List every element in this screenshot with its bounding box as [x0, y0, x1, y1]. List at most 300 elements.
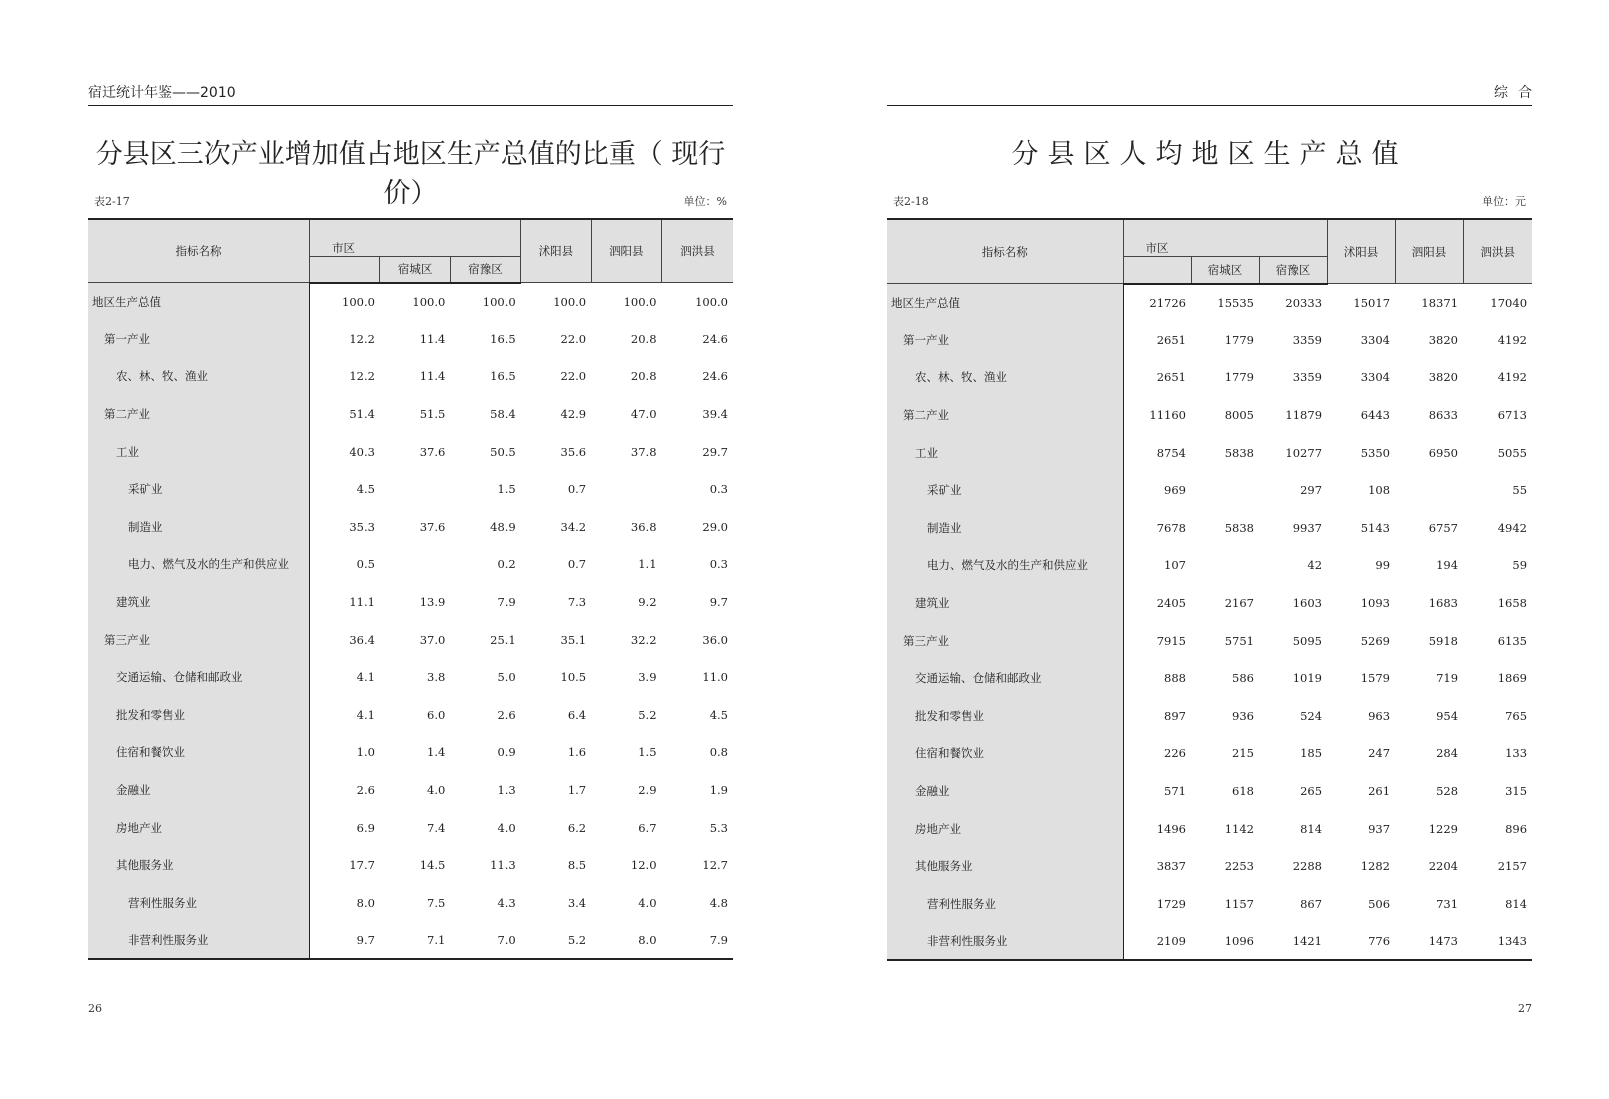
table-row — [887, 622, 1532, 660]
table-row — [88, 320, 733, 358]
col-header-suyu: 宿豫区 — [450, 257, 520, 283]
table-cell: 2109 — [1123, 923, 1191, 961]
table-cell: 3820 — [1428, 332, 1459, 347]
table-cell: 1683 — [1428, 596, 1459, 611]
table-cell: 586 — [1232, 671, 1254, 686]
col-header-shiqu: 市区 — [1123, 219, 1327, 257]
table-cell: 6135 — [1497, 633, 1528, 648]
table-cell: 11.1 — [349, 595, 375, 610]
table-meta — [887, 193, 1532, 209]
table-row — [887, 321, 1532, 359]
table-cell — [591, 470, 661, 508]
table-cell — [1191, 471, 1259, 509]
row-label: 第三产业 — [88, 621, 310, 659]
table-cell: 6713 — [1497, 408, 1528, 423]
row-label: 制造业 — [88, 508, 310, 546]
table-row — [88, 358, 733, 396]
table-cell: 261 — [1368, 784, 1391, 799]
table-row — [88, 621, 733, 659]
table-cell: 7.1 — [380, 922, 450, 960]
table-cell: 247 — [1368, 746, 1391, 761]
table-cell: 15017 — [1353, 295, 1391, 310]
table-cell: 11.4 — [419, 331, 446, 346]
table-cell: 5350 — [1360, 445, 1391, 460]
table-row — [887, 584, 1532, 622]
table-cell: 5269 — [1360, 633, 1391, 648]
table-cell: 5918 — [1428, 633, 1459, 648]
table-cell: 39.4 — [702, 407, 728, 422]
table-row — [88, 771, 733, 809]
table-cell: 25.1 — [490, 632, 516, 647]
table-cell: 0.3 — [709, 482, 728, 497]
table-cell: 6.4 — [567, 707, 587, 722]
table-cell: 1157 — [1224, 896, 1254, 911]
table-cell: 5838 — [1224, 520, 1254, 535]
table-cell: 11.3 — [490, 858, 516, 873]
table-row — [887, 697, 1532, 735]
table-cell: 50.5 — [490, 444, 516, 459]
table-cell: 4.8 — [709, 895, 728, 910]
table-cell: 2651 — [1156, 370, 1186, 385]
table-row — [887, 509, 1532, 547]
page-title: 分县区人均地区生产总值 — [1011, 139, 1408, 170]
table-cell: 2.6 — [356, 783, 375, 798]
table-cell: 1.4 — [427, 745, 446, 760]
row-label: 第三产业 — [887, 622, 1123, 660]
table-cell: 5.2 — [521, 922, 591, 960]
table-cell: 1473 — [1395, 923, 1463, 961]
page-header — [887, 83, 1542, 106]
table-cell: 1343 — [1463, 923, 1532, 961]
table-cell: 776 — [1327, 923, 1395, 961]
col-header-siyang: 泗阳县 — [1395, 219, 1463, 284]
table-cell: 100.0 — [623, 294, 657, 309]
table-row — [88, 922, 733, 960]
table-cell: 1421 — [1259, 923, 1327, 961]
table-cell: 528 — [1436, 784, 1459, 799]
table-row — [88, 395, 733, 433]
table-cell: 0.7 — [567, 482, 587, 497]
table-cell: 2204 — [1428, 859, 1459, 874]
table-cell: 21726 — [1149, 295, 1186, 310]
table-row — [887, 659, 1532, 697]
row-label: 制造业 — [887, 509, 1123, 547]
table-cell: 1096 — [1191, 923, 1259, 961]
row-label: 第二产业 — [887, 396, 1123, 434]
row-label: 其他服务业 — [887, 847, 1123, 885]
table-cell: 7.0 — [450, 922, 520, 960]
table-cell: 284 — [1436, 746, 1459, 761]
table-cell: 100.0 — [342, 294, 375, 309]
table-cell: 719 — [1436, 671, 1459, 686]
col-header-sucheng: 宿城区 — [1191, 257, 1259, 284]
table-cell: 1779 — [1224, 370, 1254, 385]
table-cell: 3.9 — [638, 670, 657, 685]
table-row — [88, 583, 733, 621]
table-cell: 2253 — [1224, 859, 1254, 874]
table-cell: 888 — [1164, 671, 1186, 686]
table-cell: 12.2 — [349, 369, 375, 384]
table-cell: 4942 — [1497, 520, 1528, 535]
row-label: 建筑业 — [88, 583, 310, 621]
row-label: 地区生产总值 — [887, 284, 1123, 322]
table-cell: 5.0 — [497, 670, 516, 685]
table-cell: 7.4 — [427, 820, 446, 835]
table-cell: 6950 — [1428, 445, 1459, 460]
table-cell: 194 — [1436, 558, 1459, 573]
row-label: 其他服务业 — [88, 846, 310, 884]
table-cell: 897 — [1164, 708, 1186, 723]
table-cell: 35.6 — [560, 444, 587, 459]
table-cell: 4.5 — [709, 707, 728, 722]
table-cell: 7.3 — [567, 595, 587, 610]
table-cell: 10277 — [1285, 445, 1323, 460]
table-cell: 16.5 — [490, 331, 516, 346]
col-header-sihong: 泗洪县 — [1463, 219, 1532, 284]
table-cell: 58.4 — [490, 407, 516, 422]
table-cell: 1.0 — [356, 745, 375, 760]
table-cell: 9.2 — [638, 595, 657, 610]
table-cell: 731 — [1436, 896, 1459, 911]
table-cell: 7678 — [1156, 520, 1186, 535]
table-row — [887, 810, 1532, 848]
col-header-siyang: 泗阳县 — [591, 219, 661, 283]
table-cell: 51.5 — [419, 407, 446, 422]
table-cell: 8754 — [1156, 445, 1186, 460]
table-cell: 215 — [1232, 746, 1254, 761]
table-cell: 3304 — [1360, 332, 1391, 347]
table-cell: 1093 — [1360, 596, 1391, 611]
table-cell: 12.0 — [630, 858, 657, 873]
row-label: 工业 — [88, 433, 310, 471]
table-row — [887, 547, 1532, 585]
table-row — [88, 734, 733, 772]
row-label: 农、林、牧、渔业 — [887, 359, 1123, 397]
table-row — [887, 359, 1532, 397]
col-header-name: 指标名称 — [887, 219, 1123, 284]
table-cell: 1869 — [1497, 671, 1528, 686]
table-cell: 2288 — [1292, 859, 1323, 874]
table-cell: 55 — [1512, 483, 1528, 498]
table-row — [887, 434, 1532, 472]
table-cell: 10.5 — [560, 670, 587, 685]
table-cell: 937 — [1368, 821, 1391, 836]
table-cell: 265 — [1300, 784, 1323, 799]
table-cell: 5095 — [1292, 633, 1323, 648]
row-label: 地区生产总值 — [88, 283, 310, 321]
table-cell: 24.6 — [702, 369, 728, 384]
col-header-sucheng: 宿城区 — [380, 257, 450, 283]
table-cell: 1779 — [1224, 332, 1254, 347]
table-cell: 1.9 — [709, 783, 728, 798]
table-cell: 1658 — [1497, 596, 1528, 611]
table-cell: 32.2 — [630, 632, 657, 647]
table-cell: 8.0 — [356, 895, 375, 910]
table-cell: 7915 — [1156, 633, 1186, 648]
table-row — [88, 433, 733, 471]
page-number: 26 — [88, 1002, 102, 1015]
table-cell: 2157 — [1497, 859, 1528, 874]
table-cell: 6.2 — [567, 820, 587, 835]
table-cell: 9.7 — [709, 595, 728, 610]
table-cell: 100.0 — [482, 294, 516, 309]
table-cell: 37.6 — [419, 444, 446, 459]
table-cell — [1395, 471, 1463, 509]
table-cell: 4.3 — [497, 895, 516, 910]
col-header-shiqu: 市区 — [310, 219, 521, 257]
table-cell: 571 — [1164, 784, 1186, 799]
table-cell: 37.6 — [419, 519, 446, 534]
table-cell: 506 — [1368, 896, 1391, 911]
row-label: 营利性服务业 — [88, 884, 310, 922]
table-cell: 6443 — [1360, 408, 1391, 423]
page-title: 分县区三次产业增加值占地区生产总值的比重（ 现行价） — [95, 139, 726, 209]
table-cell: 5751 — [1224, 633, 1254, 648]
table-code: 表2-17 — [94, 195, 130, 208]
table-cell — [380, 470, 450, 508]
table-cell: 15535 — [1217, 295, 1254, 310]
row-label: 非营利性服务业 — [88, 922, 310, 960]
table-cell: 22.0 — [560, 331, 587, 346]
table-cell: 12.7 — [702, 858, 728, 873]
table-row — [88, 658, 733, 696]
row-label: 营利性服务业 — [887, 885, 1123, 923]
table-row — [887, 885, 1532, 923]
table-code: 表2-18 — [893, 195, 929, 208]
table-cell: 7.9 — [662, 922, 733, 960]
row-label: 农、林、牧、渔业 — [88, 358, 310, 396]
table-cell: 100.0 — [695, 294, 728, 309]
table-row — [88, 846, 733, 884]
page-number: 27 — [1518, 1002, 1532, 1015]
data-table — [887, 218, 1532, 961]
table-cell: 16.5 — [490, 369, 516, 384]
table-row — [88, 884, 733, 922]
table-cell: 14.5 — [419, 858, 446, 873]
table-cell: 2405 — [1156, 596, 1186, 611]
row-label: 第二产业 — [88, 395, 310, 433]
table-cell: 7.9 — [497, 595, 516, 610]
table-cell: 8005 — [1224, 408, 1254, 423]
table-cell: 297 — [1300, 483, 1323, 498]
table-cell: 1.5 — [497, 482, 516, 497]
col-header-sihong: 泗洪县 — [662, 219, 733, 283]
table-cell: 11879 — [1285, 408, 1323, 423]
table-cell: 5143 — [1360, 520, 1391, 535]
table-cell: 7.5 — [427, 895, 446, 910]
table-row — [88, 470, 733, 508]
table-cell: 0.5 — [356, 557, 375, 572]
table-cell: 35.1 — [560, 632, 587, 647]
table-cell: 3.8 — [427, 670, 446, 685]
table-cell: 9.7 — [310, 922, 380, 960]
table-cell: 1.7 — [567, 783, 587, 798]
table-cell: 100.0 — [553, 294, 587, 309]
table-cell: 5838 — [1224, 445, 1254, 460]
table-cell: 2.9 — [638, 783, 657, 798]
table-cell: 4.0 — [638, 895, 657, 910]
table-cell: 969 — [1164, 483, 1186, 498]
table-cell: 11160 — [1149, 408, 1186, 423]
table-cell — [1191, 547, 1259, 585]
col-header-shuyang: 沭阳县 — [521, 219, 591, 283]
table-cell: 4.0 — [497, 820, 516, 835]
table-cell: 8.0 — [591, 922, 661, 960]
table-row — [88, 546, 733, 584]
yearbook-header: 宿迁统计年鉴——2010 — [88, 85, 236, 101]
table-cell: 18371 — [1421, 295, 1459, 310]
table-cell: 226 — [1164, 746, 1186, 761]
table-row — [887, 923, 1532, 961]
table-cell: 22.0 — [560, 369, 587, 384]
table-cell: 34.2 — [560, 519, 587, 534]
table-cell: 13.9 — [419, 595, 446, 610]
table-cell: 0.8 — [709, 745, 728, 760]
table-row — [88, 696, 733, 734]
row-label: 第一产业 — [88, 320, 310, 358]
page-header — [88, 83, 733, 106]
row-label: 电力、燃气及水的生产和供应业 — [88, 546, 310, 584]
table-cell — [380, 546, 450, 584]
table-cell: 29.7 — [702, 444, 728, 459]
table-cell: 3820 — [1428, 370, 1459, 385]
table-cell: 3359 — [1292, 370, 1323, 385]
table-cell: 59 — [1512, 558, 1528, 573]
row-label: 交通运输、仓储和邮政业 — [887, 659, 1123, 697]
table-cell: 2167 — [1224, 596, 1254, 611]
table-cell: 867 — [1300, 896, 1323, 911]
table-cell: 133 — [1505, 746, 1528, 761]
table-cell: 3.4 — [567, 895, 587, 910]
col-header-shiqu-total — [1123, 257, 1191, 284]
table-cell: 36.8 — [630, 519, 657, 534]
table-cell: 108 — [1368, 483, 1391, 498]
table-cell: 20333 — [1285, 295, 1323, 310]
table-cell: 5.3 — [709, 820, 728, 835]
table-cell: 1.1 — [638, 557, 657, 572]
table-cell: 11.4 — [419, 369, 446, 384]
table-cell: 37.0 — [419, 632, 446, 647]
table-cell: 12.2 — [349, 331, 375, 346]
table-cell: 3837 — [1156, 859, 1186, 874]
table-row — [88, 809, 733, 847]
row-label: 采矿业 — [887, 471, 1123, 509]
table-cell: 20.8 — [630, 369, 657, 384]
table-cell: 315 — [1505, 784, 1528, 799]
table-row — [887, 772, 1532, 810]
row-label: 批发和零售业 — [88, 696, 310, 734]
table-cell: 6757 — [1428, 520, 1459, 535]
table-cell: 4192 — [1497, 370, 1528, 385]
col-header-name: 指标名称 — [88, 219, 310, 283]
table-cell: 8.5 — [567, 858, 587, 873]
table-cell: 1229 — [1428, 821, 1459, 836]
table-cell: 48.9 — [490, 519, 516, 534]
table-cell: 1142 — [1224, 821, 1254, 836]
table-cell: 5055 — [1497, 445, 1528, 460]
table-cell: 954 — [1436, 708, 1459, 723]
table-cell: 40.3 — [349, 444, 375, 459]
table-meta — [88, 193, 733, 209]
table-cell: 814 — [1300, 821, 1323, 836]
table-cell: 1.3 — [497, 783, 516, 798]
data-table — [88, 218, 733, 960]
table-row — [887, 735, 1532, 773]
table-cell: 5.2 — [638, 707, 657, 722]
table-cell: 524 — [1300, 708, 1323, 723]
row-label: 金融业 — [88, 771, 310, 809]
table-row — [887, 284, 1532, 322]
table-cell: 47.0 — [630, 407, 657, 422]
row-label: 住宿和餐饮业 — [887, 735, 1123, 773]
table-cell: 3359 — [1292, 332, 1323, 347]
table-cell: 100.0 — [412, 294, 446, 309]
table-cell: 0.7 — [567, 557, 587, 572]
table-cell: 11.0 — [702, 670, 728, 685]
row-label: 批发和零售业 — [887, 697, 1123, 735]
table-cell: 4.1 — [356, 707, 375, 722]
table-cell: 0.2 — [497, 557, 516, 572]
table-unit: 单位：% — [683, 195, 727, 208]
table-cell: 814 — [1505, 896, 1528, 911]
table-cell: 4192 — [1497, 332, 1528, 347]
table-row — [887, 847, 1532, 885]
table-cell: 36.0 — [702, 632, 728, 647]
table-cell: 42 — [1307, 558, 1323, 573]
table-cell: 6.9 — [356, 820, 375, 835]
row-label: 电力、燃气及水的生产和供应业 — [887, 547, 1123, 585]
table-cell: 4.0 — [427, 783, 446, 798]
table-cell: 17040 — [1490, 295, 1528, 310]
table-cell: 1579 — [1360, 671, 1391, 686]
table-cell: 618 — [1232, 784, 1254, 799]
table-cell: 1729 — [1156, 896, 1186, 911]
table-cell: 1603 — [1292, 596, 1323, 611]
row-label: 金融业 — [887, 772, 1123, 810]
table-row — [887, 471, 1532, 509]
table-cell: 36.4 — [349, 632, 375, 647]
row-label: 建筑业 — [887, 584, 1123, 622]
table-cell: 20.8 — [630, 331, 657, 346]
col-header-shuyang: 沭阳县 — [1327, 219, 1395, 284]
table-cell: 51.4 — [349, 407, 375, 422]
table-row — [887, 396, 1532, 434]
table-cell: 37.8 — [630, 444, 657, 459]
table-cell: 9937 — [1292, 520, 1323, 535]
table-cell: 6.0 — [427, 707, 446, 722]
row-label: 住宿和餐饮业 — [88, 734, 310, 772]
table-cell: 99 — [1375, 558, 1391, 573]
section-header: 综合 — [1494, 85, 1542, 101]
table-cell: 107 — [1164, 558, 1186, 573]
table-cell: 1.6 — [567, 745, 587, 760]
table-cell: 1019 — [1292, 671, 1323, 686]
col-header-suyu: 宿豫区 — [1259, 257, 1327, 284]
table-cell: 0.3 — [709, 557, 728, 572]
table-cell: 3304 — [1360, 370, 1391, 385]
table-unit: 单位：元 — [1482, 195, 1526, 208]
table-cell: 29.0 — [702, 519, 728, 534]
row-label: 采矿业 — [88, 470, 310, 508]
table-cell: 963 — [1368, 708, 1391, 723]
table-cell: 8633 — [1428, 408, 1459, 423]
row-label: 房地产业 — [887, 810, 1123, 848]
row-label: 房地产业 — [88, 809, 310, 847]
table-cell: 4.5 — [356, 482, 375, 497]
table-cell: 4.1 — [356, 670, 375, 685]
table-cell: 17.7 — [349, 858, 375, 873]
table-cell: 185 — [1300, 746, 1323, 761]
